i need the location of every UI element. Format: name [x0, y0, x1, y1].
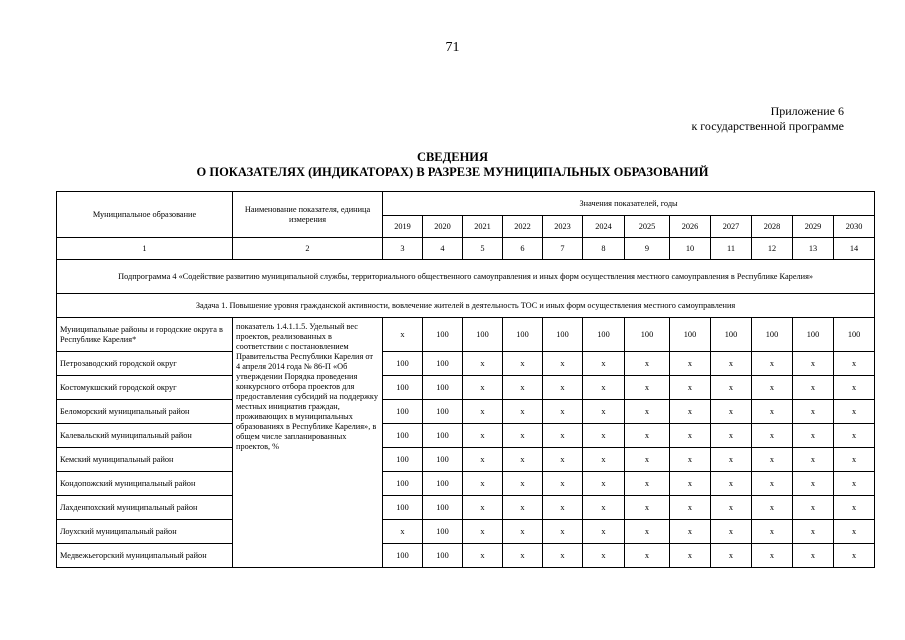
indicator-value: x	[711, 424, 752, 448]
indicator-value: x	[503, 496, 543, 520]
indicator-value: x	[752, 544, 793, 568]
indicator-value: x	[583, 424, 625, 448]
indicator-value: x	[625, 400, 670, 424]
indicator-value: 100	[463, 318, 503, 352]
indicator-value: x	[503, 520, 543, 544]
indicator-value: x	[583, 544, 625, 568]
table-row	[57, 448, 875, 472]
indicator-value: x	[834, 544, 875, 568]
task-row: Задача 1. Повышение уровня гражданской активности, вовлечение жителей в деятельность ТОС и иных форм осуществления местного самоуправления	[57, 294, 875, 318]
indicator-value: x	[711, 448, 752, 472]
indicator-value: x	[670, 472, 711, 496]
municipality-name: Лоухский муниципальный район	[57, 520, 233, 544]
column-number: 14	[834, 238, 875, 260]
indicator-value: x	[503, 472, 543, 496]
year-header: 2024	[583, 216, 625, 238]
column-number: 6	[503, 238, 543, 260]
indicator-value: x	[625, 352, 670, 376]
indicator-value: x	[625, 376, 670, 400]
indicator-value: 100	[711, 318, 752, 352]
indicator-value: x	[752, 352, 793, 376]
indicator-value: 100	[503, 318, 543, 352]
indicator-value: x	[711, 400, 752, 424]
indicator-value: 100	[383, 376, 423, 400]
year-header: 2029	[793, 216, 834, 238]
indicator-value: x	[463, 520, 503, 544]
column-number: 8	[583, 238, 625, 260]
indicator-value: x	[625, 544, 670, 568]
indicator-value: x	[383, 520, 423, 544]
indicator-value: x	[543, 448, 583, 472]
indicator-value: x	[463, 496, 503, 520]
indicator-value: x	[543, 400, 583, 424]
indicator-value: 100	[383, 448, 423, 472]
indicator-value: x	[503, 544, 543, 568]
indicator-value: 100	[543, 318, 583, 352]
indicator-value: x	[463, 472, 503, 496]
indicator-value: x	[752, 496, 793, 520]
indicator-value: 100	[383, 352, 423, 376]
municipality-name: Калевальский муниципальный район	[57, 424, 233, 448]
indicator-value: 100	[383, 424, 423, 448]
indicator-value: x	[670, 376, 711, 400]
indicator-value: x	[625, 448, 670, 472]
document-title	[0, 150, 905, 180]
indicator-value: x	[543, 544, 583, 568]
column-number: 7	[543, 238, 583, 260]
indicator-value: x	[793, 544, 834, 568]
indicator-value: x	[793, 376, 834, 400]
appendix-line-2: к государственной программе	[691, 119, 844, 133]
indicator-value: x	[793, 520, 834, 544]
indicator-value: x	[503, 448, 543, 472]
indicator-value: x	[711, 520, 752, 544]
indicator-value: x	[583, 496, 625, 520]
indicator-value: x	[503, 352, 543, 376]
indicator-value: x	[463, 352, 503, 376]
year-header: 2030	[834, 216, 875, 238]
year-header: 2025	[625, 216, 670, 238]
indicator-value: x	[834, 376, 875, 400]
indicator-value: x	[834, 400, 875, 424]
indicator-value: x	[583, 352, 625, 376]
municipality-name: Муниципальные районы и городские округа в Республике Карелия*	[57, 318, 233, 352]
indicator-value: x	[625, 424, 670, 448]
indicator-value: x	[463, 448, 503, 472]
appendix-note	[691, 104, 844, 134]
indicator-value: 100	[423, 448, 463, 472]
indicator-value: x	[834, 472, 875, 496]
table-row	[57, 318, 875, 352]
indicator-value: x	[752, 400, 793, 424]
table-row	[57, 376, 875, 400]
indicator-value: x	[793, 352, 834, 376]
year-header: 2021	[463, 216, 503, 238]
table-row	[57, 424, 875, 448]
indicator-value: x	[463, 376, 503, 400]
table-row	[57, 520, 875, 544]
indicator-value: 100	[383, 472, 423, 496]
indicator-value: x	[834, 448, 875, 472]
indicator-value: x	[463, 400, 503, 424]
indicator-value: 100	[583, 318, 625, 352]
indicator-value: x	[834, 424, 875, 448]
indicator-value: 100	[423, 318, 463, 352]
indicator-value: x	[752, 424, 793, 448]
indicator-value: x	[793, 496, 834, 520]
table-row	[57, 496, 875, 520]
indicator-value: x	[625, 520, 670, 544]
indicator-value: 100	[625, 318, 670, 352]
indicator-value: 100	[383, 400, 423, 424]
table-row	[57, 400, 875, 424]
indicator-value: x	[711, 472, 752, 496]
indicator-value: x	[670, 520, 711, 544]
indicator-value: x	[670, 424, 711, 448]
column-number: 12	[752, 238, 793, 260]
indicator-value: x	[670, 400, 711, 424]
indicator-value: 100	[834, 318, 875, 352]
indicator-value: 100	[423, 472, 463, 496]
indicator-value: x	[543, 496, 583, 520]
appendix-line-1: Приложение 6	[770, 104, 844, 118]
indicator-value: x	[670, 544, 711, 568]
indicator-value: x	[583, 520, 625, 544]
municipality-name: Кемский муниципальный район	[57, 448, 233, 472]
table-row	[57, 544, 875, 568]
indicator-value: x	[543, 376, 583, 400]
header-indicator: Наименование показателя, единица измерения	[233, 192, 383, 238]
indicator-value: 100	[383, 544, 423, 568]
year-header: 2028	[752, 216, 793, 238]
indicator-value: 100	[423, 424, 463, 448]
indicator-value: x	[463, 544, 503, 568]
title-line-1: СВЕДЕНИЯ	[416, 150, 489, 164]
subprogram-row: Подпрограмма 4 «Содействие развитию муниципальной службы, территориального общественного самоуправления и иных форм осуществления местного самоуправления в Республике Карелия»	[57, 260, 875, 294]
indicator-value: x	[583, 448, 625, 472]
year-header: 2020	[423, 216, 463, 238]
column-number: 10	[670, 238, 711, 260]
municipality-name: Петрозаводский городской округ	[57, 352, 233, 376]
indicator-value: 100	[752, 318, 793, 352]
year-header: 2019	[383, 216, 423, 238]
indicator-value: x	[711, 496, 752, 520]
indicator-value: 100	[423, 400, 463, 424]
indicator-value: x	[463, 424, 503, 448]
indicator-description: показатель 1.4.1.1.5. Удельный вес проектов, реализованных в соответствии с постановлением Правительства Республики Карелия от 4 апреля 2014 года № 86-П «Об утверждении Порядка проведения конкурсного отбора проектов для предоставления субсидий на поддержку местных инициатив граждан, проживающих в муниципальных образованиях в Республике Карелия», в общем числе запланированных проектов, %	[233, 318, 383, 568]
column-number: 13	[793, 238, 834, 260]
municipality-name: Медвежьегорский муниципальный район	[57, 544, 233, 568]
page-number: 71	[445, 40, 460, 55]
indicator-value: x	[711, 544, 752, 568]
indicator-value: x	[543, 352, 583, 376]
indicator-value: x	[752, 376, 793, 400]
indicator-value: 100	[423, 376, 463, 400]
indicator-value: x	[793, 472, 834, 496]
municipality-name: Беломорский муниципальный район	[57, 400, 233, 424]
year-header: 2022	[503, 216, 543, 238]
header-values: Значения показателей, годы	[383, 192, 875, 216]
indicator-value: x	[834, 520, 875, 544]
indicator-value: x	[793, 424, 834, 448]
header-municipality: Муниципальное образование	[57, 192, 233, 238]
column-number: 2	[233, 238, 383, 260]
indicator-value: x	[711, 352, 752, 376]
indicator-value: x	[834, 352, 875, 376]
indicator-value: x	[583, 472, 625, 496]
indicator-value: 100	[423, 352, 463, 376]
indicator-value: 100	[423, 520, 463, 544]
indicator-value: x	[625, 496, 670, 520]
indicator-value: x	[503, 376, 543, 400]
year-header: 2027	[711, 216, 752, 238]
municipality-name: Костомукшский городской округ	[57, 376, 233, 400]
indicator-value: x	[543, 424, 583, 448]
indicator-value: 100	[793, 318, 834, 352]
indicator-value: x	[503, 400, 543, 424]
indicator-value: x	[752, 520, 793, 544]
indicator-value: x	[670, 448, 711, 472]
indicator-value: x	[625, 472, 670, 496]
indicator-value: x	[670, 496, 711, 520]
indicator-value: x	[503, 424, 543, 448]
column-number: 9	[625, 238, 670, 260]
indicator-value: x	[834, 496, 875, 520]
year-header: 2026	[670, 216, 711, 238]
table-row	[57, 472, 875, 496]
municipality-name: Кондопожский муниципальный район	[57, 472, 233, 496]
indicator-value: 100	[423, 496, 463, 520]
title-line-2: О ПОКАЗАТЕЛЯХ (ИНДИКАТОРАХ) В РАЗРЕЗЕ МУНИЦИПАЛЬНЫХ ОБРАЗОВАНИЙ	[196, 165, 709, 179]
column-number: 4	[423, 238, 463, 260]
indicator-value: x	[670, 352, 711, 376]
column-number: 5	[463, 238, 503, 260]
column-number: 3	[383, 238, 423, 260]
indicator-value: x	[543, 520, 583, 544]
indicator-value: 100	[423, 544, 463, 568]
municipality-name: Лахденпохский муниципальный район	[57, 496, 233, 520]
indicator-value: x	[383, 318, 423, 352]
indicator-value: x	[752, 448, 793, 472]
indicator-value: x	[583, 400, 625, 424]
indicator-value: x	[543, 472, 583, 496]
column-number: 1	[57, 238, 233, 260]
table-row	[57, 352, 875, 376]
indicator-value: x	[793, 400, 834, 424]
indicator-value: x	[793, 448, 834, 472]
indicator-value: 100	[670, 318, 711, 352]
indicator-value: x	[752, 472, 793, 496]
indicator-value: x	[711, 376, 752, 400]
indicators-table	[56, 191, 875, 568]
year-header: 2023	[543, 216, 583, 238]
indicator-value: 100	[383, 496, 423, 520]
indicator-value: x	[583, 376, 625, 400]
column-number: 11	[711, 238, 752, 260]
